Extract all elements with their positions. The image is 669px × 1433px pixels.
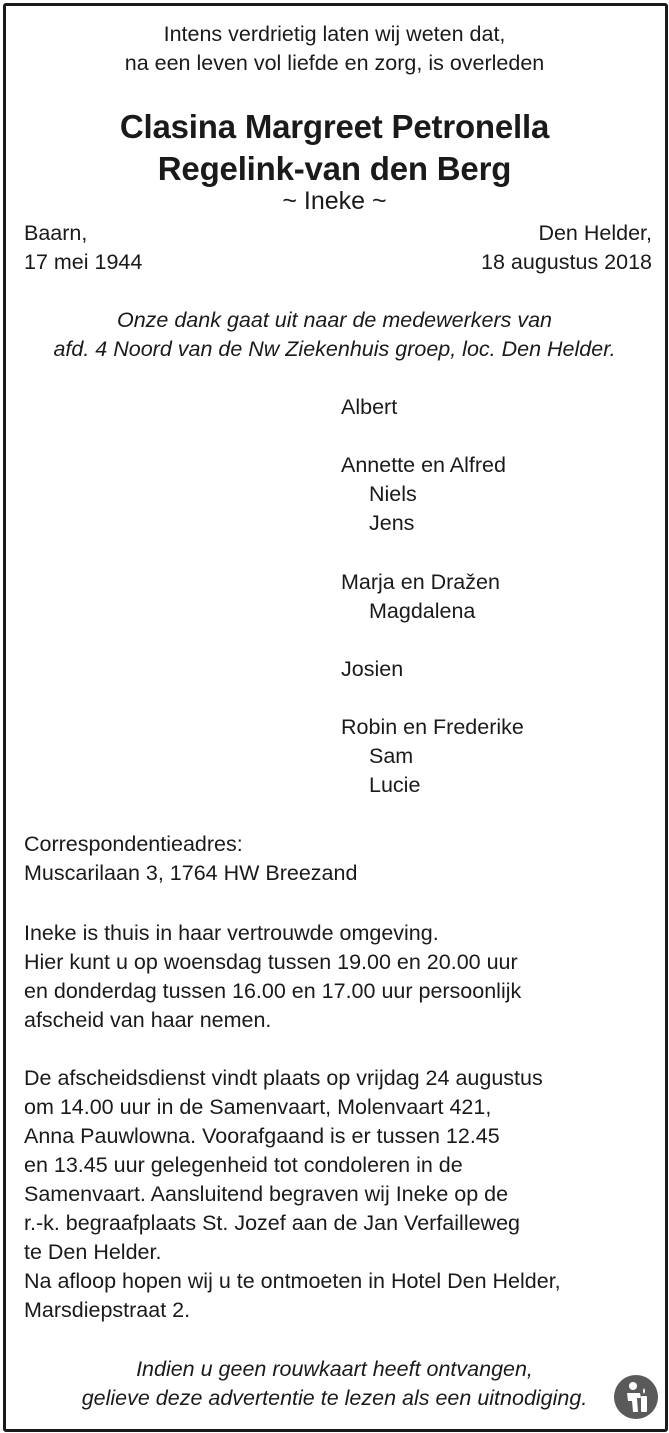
service-line: Na afloop hopen wij u te ontmoeten in Hotel Den Helder, [24, 1269, 561, 1293]
thanks-line-1: Onze dank gaat uit naar de medewerkers van [116, 308, 553, 332]
closing-line-1: Indien u geen rouwkaart heeft ontvangen, [136, 1357, 533, 1381]
family-member: Robin en Frederike [341, 715, 524, 739]
nickname: ~ Ineke ~ [282, 187, 387, 215]
service-line: om 14.00 uur in de Samenvaart, Molenvaart 421, [24, 1095, 492, 1119]
family-member: Jens [369, 511, 415, 535]
family-member: Magdalena [369, 599, 476, 623]
home-line: en donderdag tussen 16.00 en 17.00 uur persoonlijk [24, 979, 522, 1003]
intro-line-1: Intens verdrietig laten wij weten dat, [163, 22, 506, 46]
service-line: Anna Pauwlowna. Voorafgaand is er tussen 12.45 [24, 1124, 500, 1148]
service-line: te Den Helder. [24, 1240, 162, 1264]
service-line: De afscheidsdienst vindt plaats op vrijdag 24 augustus [24, 1066, 543, 1090]
family-member: Annette en Alfred [341, 453, 506, 477]
thanks-line-2: afd. 4 Noord van de Nw Ziekenhuis groep, loc. Den Helder. [53, 337, 616, 361]
birth-place: Baarn, [24, 221, 88, 245]
service-line: r.-k. begraafplaats St. Jozef aan de Jan Verfailleweg [24, 1211, 520, 1235]
death-date: 18 augustus 2018 [481, 250, 652, 274]
home-line: afscheid van haar nemen. [24, 1008, 272, 1032]
service-line: Samenvaart. Aansluitend begraven wij Ineke op de [24, 1182, 509, 1206]
memorial-figure-icon [613, 1374, 659, 1420]
family-member: Sam [369, 744, 414, 768]
family-member: Niels [369, 482, 417, 506]
service-line: Marsdiepstraat 2. [24, 1298, 191, 1322]
deceased-name-line-1: Clasina Margreet Petronella [119, 108, 550, 145]
death-place: Den Helder, [538, 221, 652, 245]
family-member: Lucie [369, 773, 421, 797]
correspondence-address: Muscarilaan 3, 1764 HW Breezand [24, 861, 358, 885]
family-member: Josien [341, 657, 404, 681]
family-member: Albert [341, 395, 398, 419]
correspondence-label: Correspondentieadres: [24, 832, 243, 856]
closing-line-2: gelieve deze advertentie te lezen als een uitnodiging. [81, 1386, 588, 1410]
home-line: Hier kunt u op woensdag tussen 19.00 en 20.00 uur [24, 950, 518, 974]
family-member: Marja en Dražen [341, 570, 500, 594]
deceased-name-line-2: Regelink-van den Berg [157, 150, 512, 187]
home-line: Ineke is thuis in haar vertrouwde omgeving. [24, 921, 439, 945]
service-line: en 13.45 uur gelegenheid tot condoleren in de [24, 1153, 463, 1177]
intro-line-2: na een leven vol liefde en zorg, is overleden [124, 51, 545, 75]
birth-date: 17 mei 1944 [24, 250, 143, 274]
